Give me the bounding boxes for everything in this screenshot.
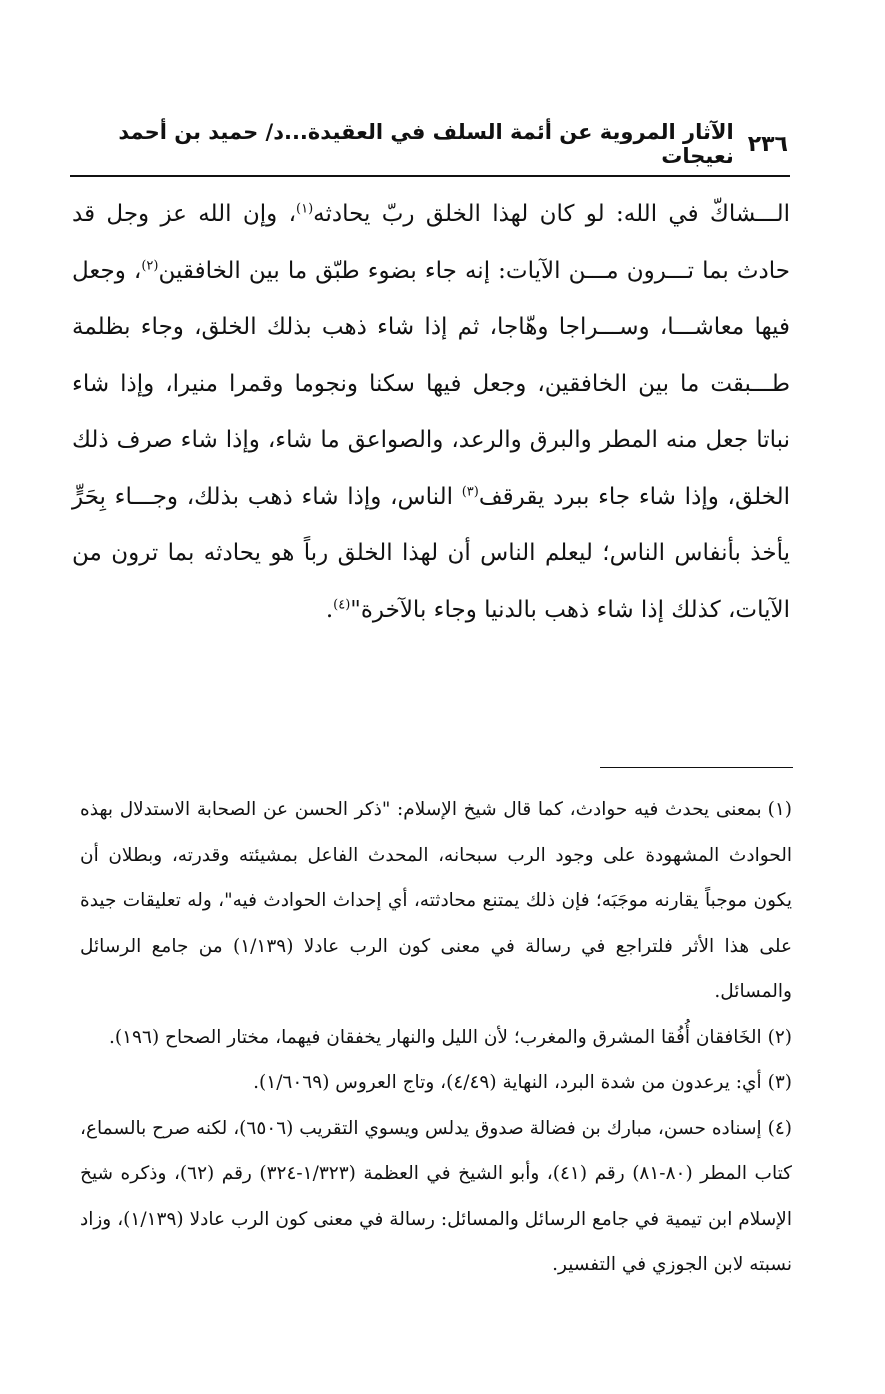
footnote-number: (٢) <box>767 1026 792 1048</box>
main-text-part-1: الـــشاكّ في الله: لو كان لهذا الخلق ربّ يحادثه <box>313 201 790 227</box>
main-text-part-2: ، وإن الله عز وجل قد حادث بما تـــرون مـــن الآيات: إنه جاء بضوء طبّق ما بين الخافقين <box>72 201 790 284</box>
footnote-text: أي: يرعدون من شدة البرد، النهاية (٤/٤٩)، وتاج العروس (١/٦٠٦٩). <box>253 1072 762 1093</box>
main-text-part-4: الناس، وإذا شاء ذهب بذلك، وجـــاء بِحَرٍّ يأخذ بأنفاس الناس؛ ليعلم الناس أن لهذا الخلق رباً هو يحادثه بما ترون من الآيات، كذلك إذا شاء ذهب بالدنيا وجاء بالآخرة" <box>72 483 790 623</box>
footnote-separator <box>600 767 793 768</box>
footnote-4 <box>80 1106 792 1288</box>
footnote-ref-4: (٤) <box>333 596 351 612</box>
footnote-text: الخَافقان أُفُقا المشرق والمغرب؛ لأن الليل والنهار يخفقان فيهما، مختار الصحاح (١٩٦). <box>109 1026 762 1048</box>
footnote-number: (٤) <box>767 1117 793 1139</box>
page-number: ٢٣٦ <box>747 131 788 157</box>
footnote-ref-1: (١) <box>296 201 314 217</box>
footnotes <box>80 787 792 1288</box>
main-text-part-5: . <box>325 596 334 623</box>
running-header <box>70 122 788 166</box>
footnote-text: إسناده حسن، مبارك بن فضالة صدوق يدلس ويسوي التقريب (٦٥٠٦)، لكنه صرح بالسماع، كتاب المطر (٨٠-٨١) رقم (٤١)، وأبو الشيخ في العظمة (١/٣٢٣-٣٢٤) رقم (٦٢)، وذكره شيخ الإسلام ابن تيمية في جامع الرسائل والمسائل: رسالة في معنى كون الرب عادلا (١/١٣٩)، وزاد نسبته لابن الجوزي في التفسير. <box>80 1117 792 1275</box>
footnote-3 <box>80 1060 792 1106</box>
header-rule <box>70 175 790 177</box>
footnote-ref-3: (٣) <box>461 483 479 499</box>
running-title: الآثار المروية عن أئمة السلف في العقيدة...د/ حميد بن أحمد نعيجات <box>118 120 734 168</box>
footnote-ref-2: (٢) <box>141 257 159 273</box>
main-paragraph <box>72 186 790 638</box>
footnote-number: (١) <box>767 799 792 820</box>
footnote-number: (٣) <box>767 1072 792 1093</box>
footnote-2 <box>80 1015 792 1061</box>
footnote-1 <box>80 787 792 1015</box>
footnote-text: بمعنى يحدث فيه حوادث، كما قال شيخ الإسلام: "ذكر الحسن عن الصحابة الاستدلال بهذه الحوادث المشهودة على وجود الرب سبحانه، المحدث الفاعل بمشيئته وقدرته، وبطلان أن يكون موجباً يقارنه موجَبَه؛ فإن ذلك يمتنع محادثته، أي إحداث الحوادث فيه"، وله تعليقات جيدة على هذا الأثر فلتراجع في رسالة في معنى كون الرب عادلا (١/١٣٩) من جامع الرسائل والمسائل. <box>80 799 792 1002</box>
main-text-part-3: ، وجعل فيها معاشـــا، وســـراجا وهّاجا، ثم إذا شاء ذهب بذلك الخلق، وجاء بظلمة طـــبقت ما بين الخافقين، وجعل فيها سكنا ونجوما وقمرا منيرا، وإذا شاء نباتا جعل منه المطر والبرق والرعد، والصواعق ما شاء، وإذا شاء صرف ذلك الخلق، وإذا شاء جاء ببرد يقرقف <box>72 257 791 510</box>
